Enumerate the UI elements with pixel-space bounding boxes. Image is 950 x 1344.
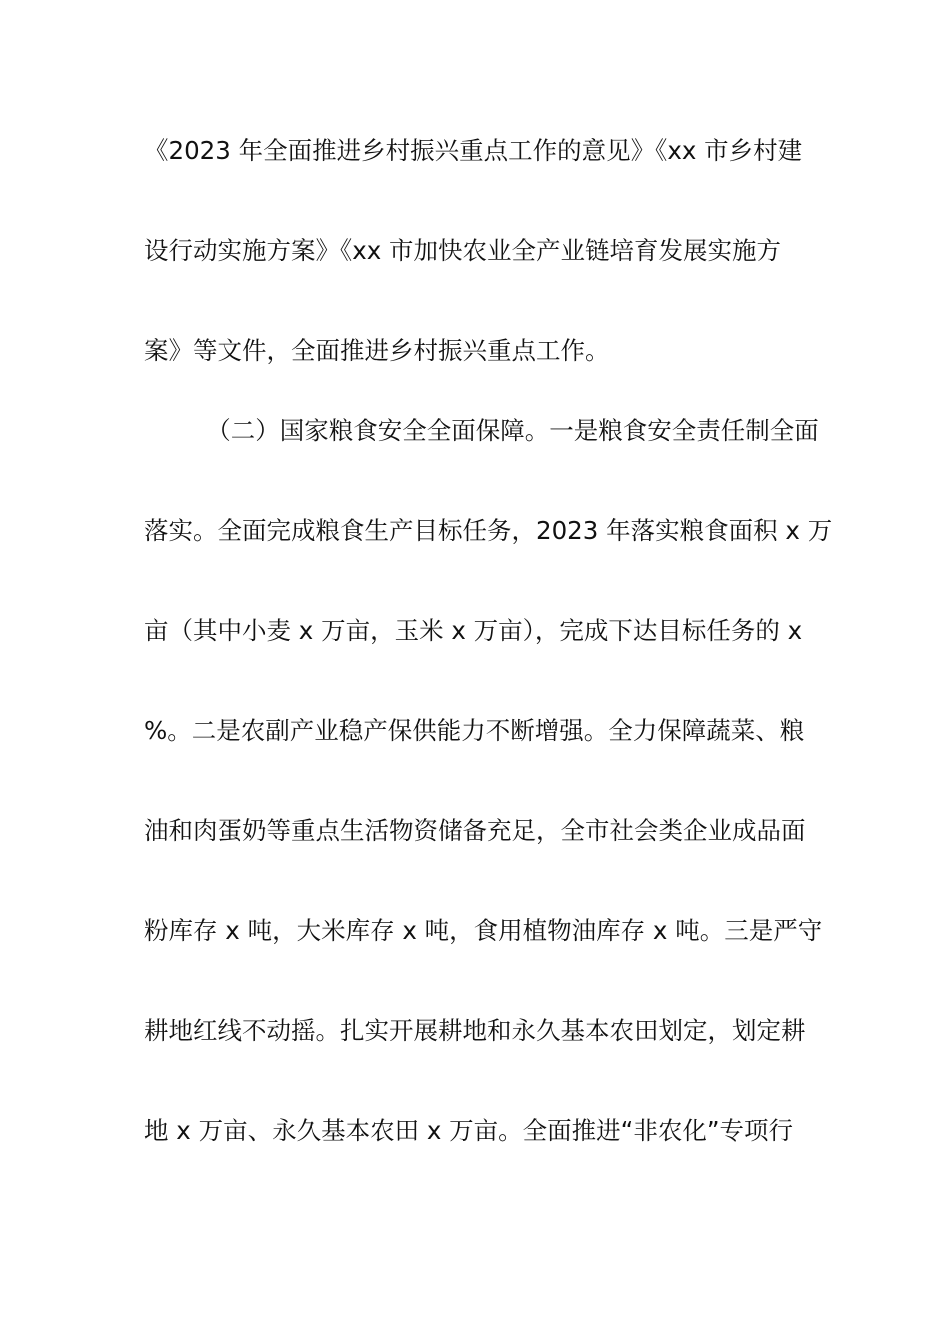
paragraph-line: 粉库存 x 吨，大米库存 x 吨，食用植物油库存 x 吨。三是严守 <box>144 916 823 945</box>
paragraph-line: 亩（其中小麦 x 万亩，玉米 x 万亩），完成下达目标任务的 x <box>144 616 803 645</box>
paragraph-line: 地 x 万亩、永久基本农田 x 万亩。全面推进“非农化”专项行 <box>144 1116 794 1145</box>
paragraph-line: %。二是农副产业稳产保供能力不断增强。全力保障蔬菜、粮 <box>144 716 805 745</box>
paragraph-line: 设行动实施方案》《xx 市加快农业全产业链培育发展实施方 <box>144 236 782 265</box>
section-heading-line: （二）国家粮食安全全面保障。一是粮食安全责任制全面 <box>144 416 819 445</box>
paragraph-line: 案》等文件，全面推进乡村振兴重点工作。 <box>144 336 610 365</box>
paragraph-line: 油和肉蛋奶等重点生活物资储备充足，全市社会类企业成品面 <box>144 816 806 845</box>
paragraph-line: 《2023 年全面推进乡村振兴重点工作的意见》《xx 市乡村建 <box>144 136 803 165</box>
paragraph-line: 耕地红线不动摇。扎实开展耕地和永久基本农田划定，划定耕 <box>144 1016 806 1045</box>
paragraph-line: 落实。全面完成粮食生产目标任务，2023 年落实粮食面积 x 万 <box>144 516 833 545</box>
